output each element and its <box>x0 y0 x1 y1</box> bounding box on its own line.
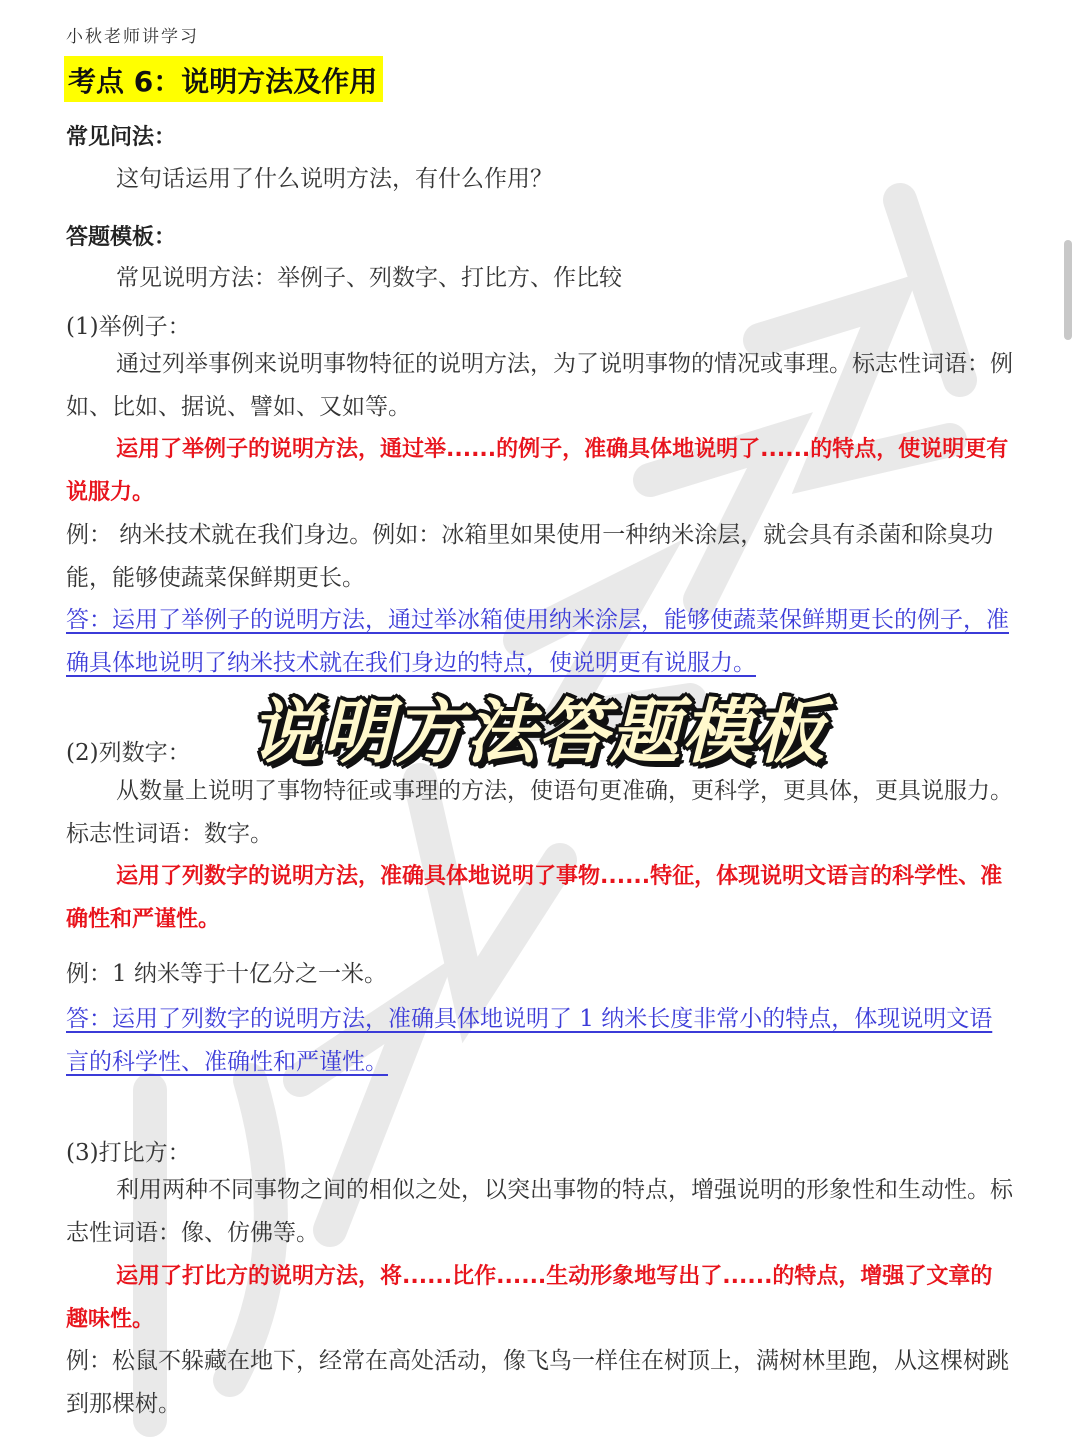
scrollbar-thumb[interactable] <box>1064 240 1072 340</box>
template-heading: 答题模板： <box>66 225 177 250</box>
method-label: (1)举例子： <box>66 314 191 340</box>
method-formula: 运用了列数字的说明方法，准确具体地说明了事物......特征，体现说明文语言的科学性、准确性和严谨性。 <box>66 864 1003 932</box>
method-formula: 运用了举例子的说明方法，通过举......的例子，准确具体地说明了......的特点，使说明更有说服力。 <box>66 437 1009 505</box>
question-text: 这句话运用了什么说明方法，有什么作用？ <box>116 166 553 192</box>
method-definition: 通过列举事例来说明事物特征的说明方法，为了说明事物的情况或事理。标志性词语：例如、比如、据说、譬如、又如等。 <box>66 351 1013 420</box>
template-intro: 常见说明方法：举例子、列数字、打比方、作比较 <box>116 265 622 291</box>
method-definition: 从数量上说明了事物特征或事理的方法，使语句更准确，更科学，更具体，更具说服力。标志性词语：数字。 <box>66 778 1013 847</box>
page-title: 考点 6：说明方法及作用 <box>68 65 378 98</box>
method-formula: 运用了打比方的说明方法，将......比作......生动形象地写出了......的特点，增强了文章的趣味性。 <box>66 1264 993 1332</box>
method-label: (3)打比方： <box>66 1140 191 1166</box>
method-example: 例：松鼠不躲藏在地下，经常在高处活动，像飞鸟一样住在树顶上，满树林里跑，从这棵树跳到那棵树。 <box>66 1348 1009 1417</box>
method-label: (2)列数字： <box>66 740 191 766</box>
author-label: 小秋老师讲学习 <box>66 27 199 47</box>
method-definition: 利用两种不同事物之间的相似之处，以突出事物的特点，增强说明的形象性和生动性。标志性词语：像、仿佛等。 <box>66 1177 1013 1246</box>
method-answer: 答：运用了举例子的说明方法，通过举冰箱使用纳米涂层，能够使蔬菜保鲜期更长的例子，准确具体地说明了纳米技术就在我们身边的特点，使说明更有说服力。 <box>66 607 1009 676</box>
title-highlight <box>64 56 383 102</box>
overlay-title: 说明方法答题模板 <box>250 691 826 773</box>
question-heading: 常见问法： <box>66 125 177 150</box>
method-answer: 答：运用了列数字的说明方法，准确具体地说明了 1 纳米长度非常小的特点，体现说明文语言的科学性、准确性和严谨性。 <box>66 1006 993 1075</box>
method-example: 例： 纳米技术就在我们身边。例如：冰箱里如果使用一种纳米涂层，就会具有杀菌和除臭功能，能够使蔬菜保鲜期更长。 <box>66 522 994 591</box>
method-example: 例：1 纳米等于十亿分之一米。 <box>66 961 387 987</box>
